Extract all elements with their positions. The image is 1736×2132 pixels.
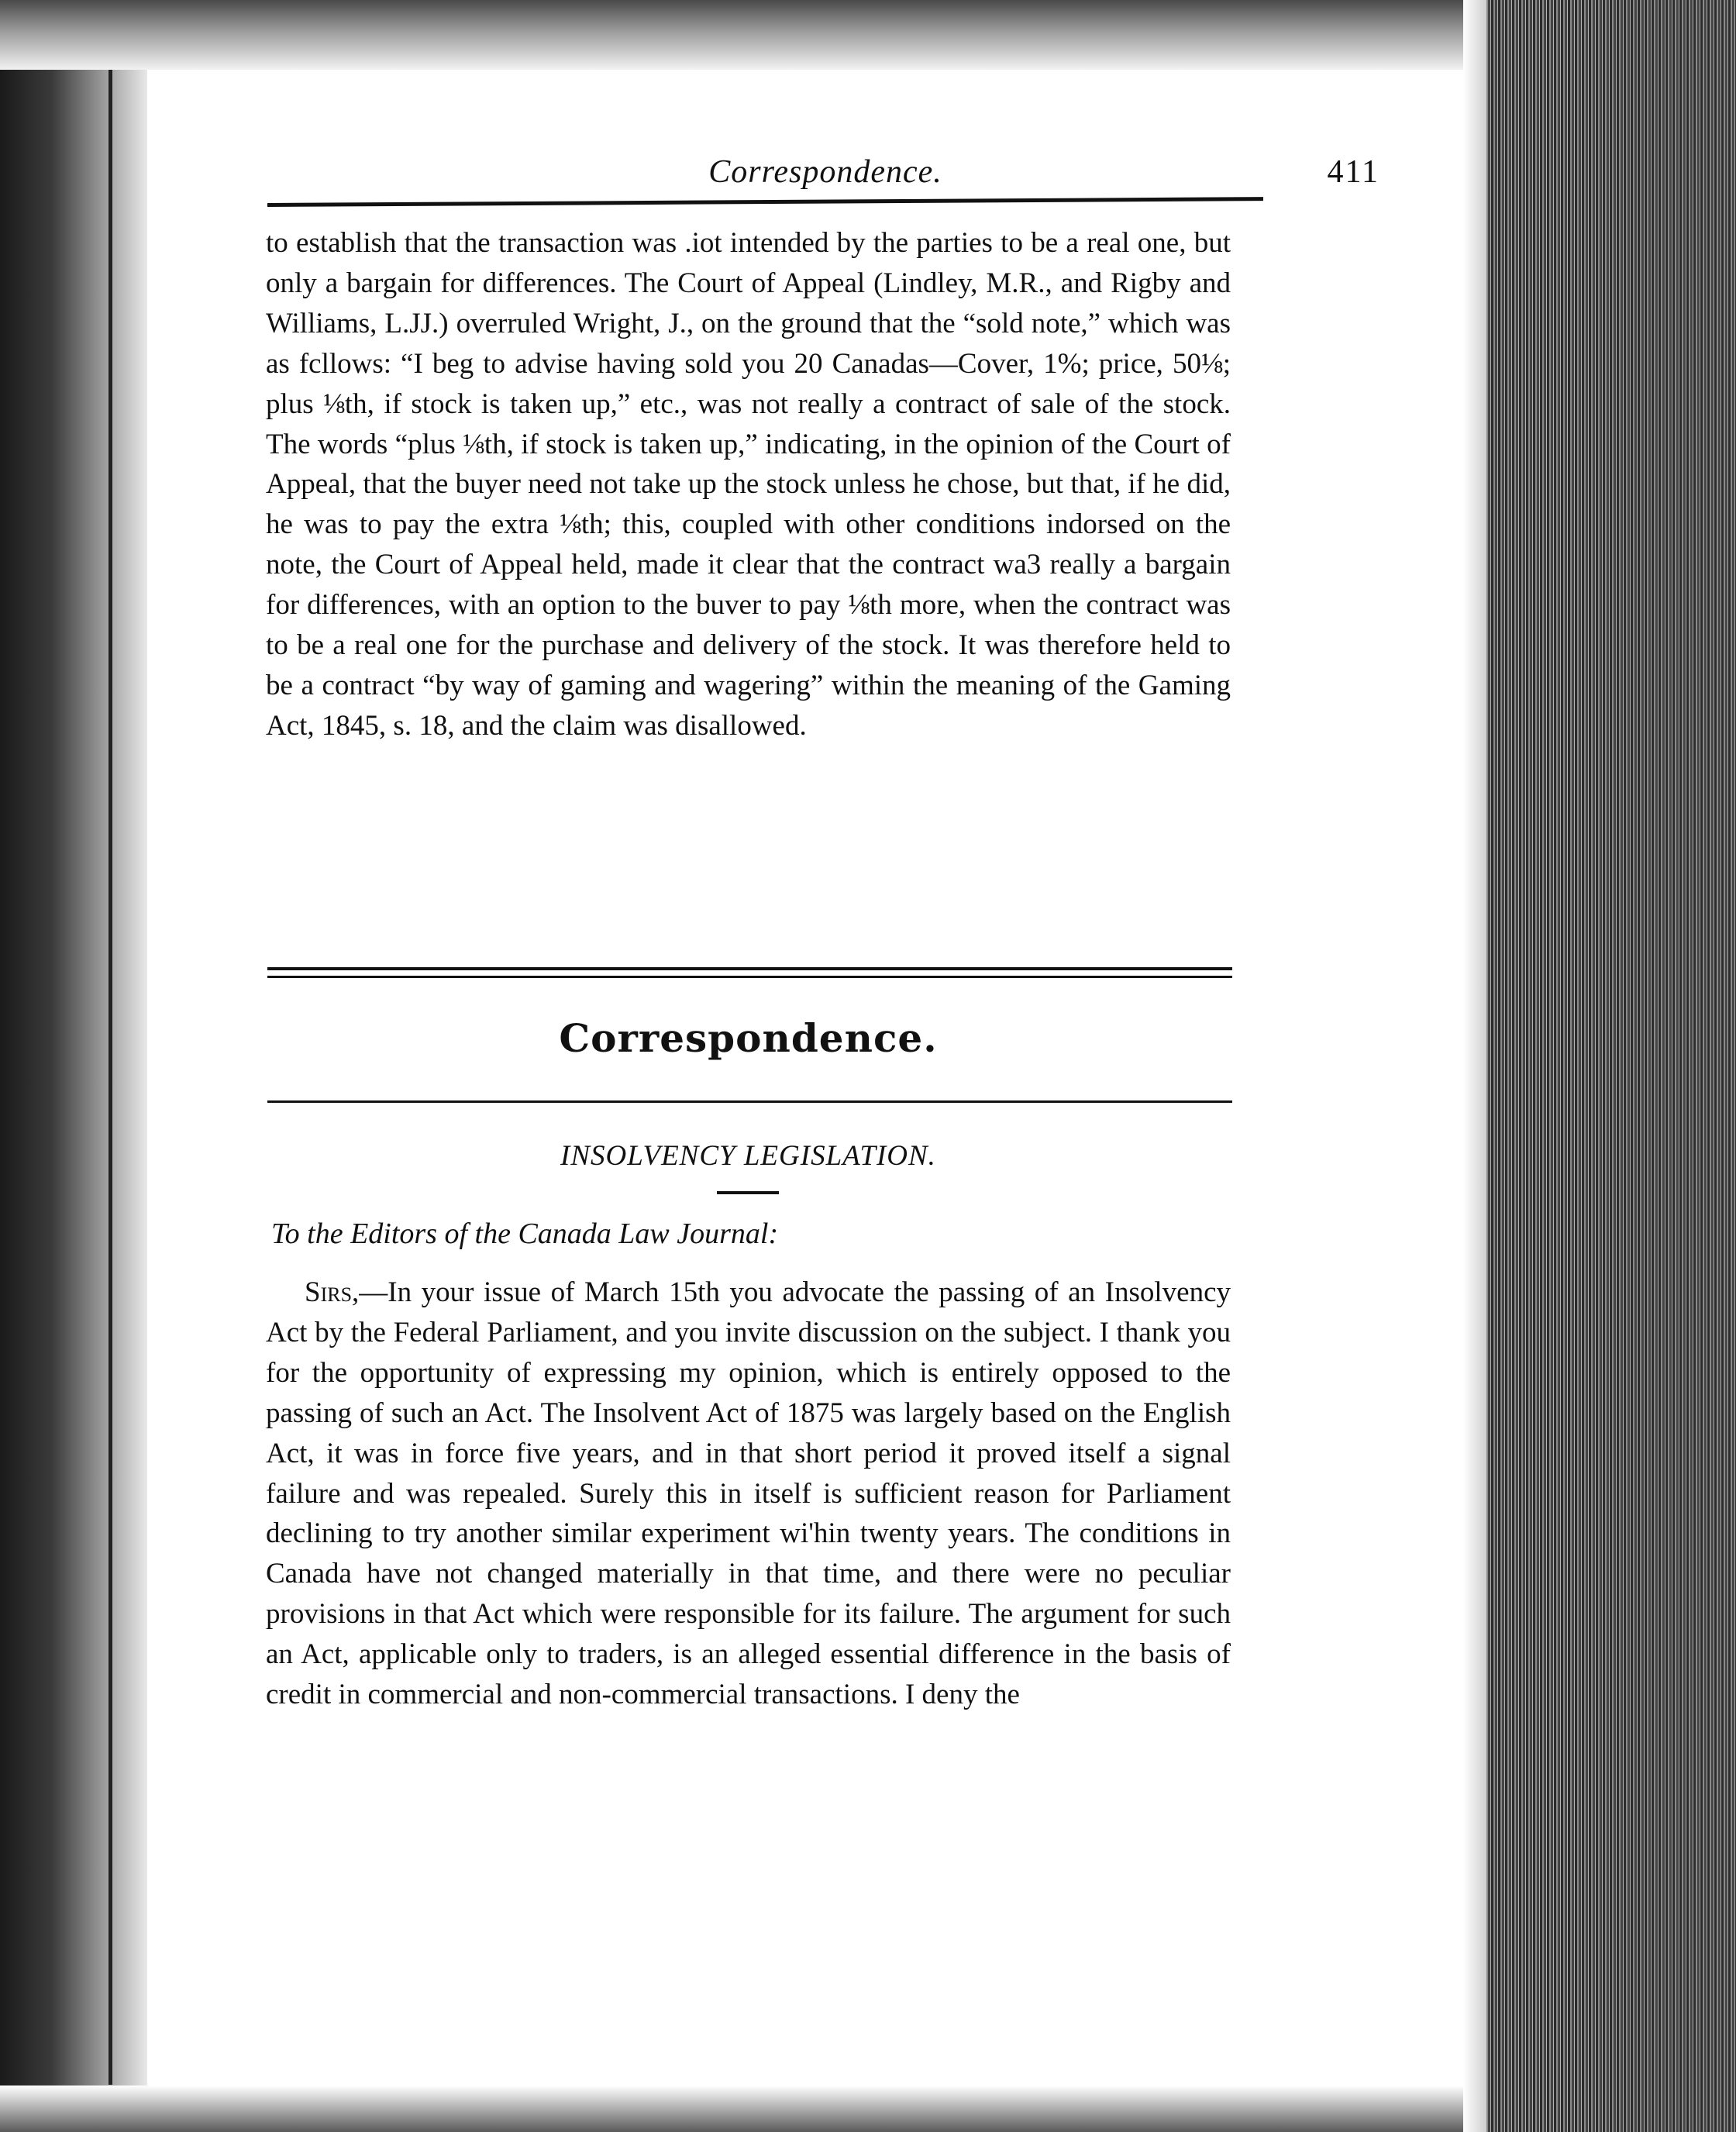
title-ornament-rule <box>717 1191 779 1194</box>
scan-left-margin <box>0 0 147 2132</box>
letter-paragraph <box>266 1273 1231 1715</box>
running-head-title: Correspondence. <box>708 154 942 190</box>
letter-opening-word: Sirs, <box>305 1276 360 1308</box>
letter-salutation: To the Editors of the Canada Law Journal: <box>271 1218 779 1250</box>
case-summary-paragraph: to establish that the transaction was .iot intended by the parties to be a real one, but only a bargain for differences. The Court of Appeal (Lindley, M.R., and Rigby and Williams, L.JJ.) overruled Wright, J., on the ground that the “sold note,” which was as fcllows: “I beg to advise having sold you 20 Canadas—Cover, 1%; price, 50⅛; plus ⅛th, if stock is taken up,” etc., was not really a contract of sale of the stock. The words “plus ⅛th, if stock is taken up,” indicating, in the opinion of the Court of Appeal, that the buyer need not take up the stock unless he chose, but that, if he did, he was to pay the extra ⅛th; this, coupled with other conditions indorsed on the note, the Court of Appeal held, made it clear that the contract wa3 really a bargain for differences, with an option to the buver to pay ⅛th more, when the contract was to be a real one for the purchase and delivery of the stock. It was therefore held to be a contract “by way of gaming and wagering” within the meaning of the Gaming Act, 1845, s. 18, and the claim was disallowed. <box>266 227 1231 742</box>
scan-top-margin <box>0 0 1465 70</box>
scan-bottom-margin <box>0 2086 1465 2132</box>
running-head <box>271 153 1380 200</box>
section-divider-top <box>267 967 1232 970</box>
book-page <box>147 70 1463 2085</box>
letter-title: INSOLVENCY LEGISLATION. <box>560 1140 936 1172</box>
page-number: 411 <box>1327 154 1380 190</box>
section-heading: Correspondence. <box>559 1015 938 1061</box>
letter-body-text: —In your issue of March 15th you advocate the passing of an Insolvency Act by the Federal Parliament, and you invite discussion on the subject. I thank you for the opportunity of expressing my opinion, which is entirely opposed to the passing of such an Act. The Insolvent Act of 1875 was largely based on the English Act, it was in force five years, and in that short period it proved itself a signal failure and was repealed. Surely this in itself is sufficient reason for Parliament declining to try another similar experiment wi'hin twenty years. The conditions in Canada have not changed materially in that time, and there were no peculiar provisions in that Act which were responsible for its failure. The argument for such an Act, applicable only to traders, is an alleged essential difference in the basis of credit in commercial and non-commercial transactions. I deny the <box>266 1276 1231 1711</box>
scan-binding-line <box>108 70 112 2085</box>
scan-page-edges <box>1463 0 1736 2132</box>
section-heading-rule <box>267 1100 1232 1103</box>
section-divider-bottom <box>267 976 1232 978</box>
